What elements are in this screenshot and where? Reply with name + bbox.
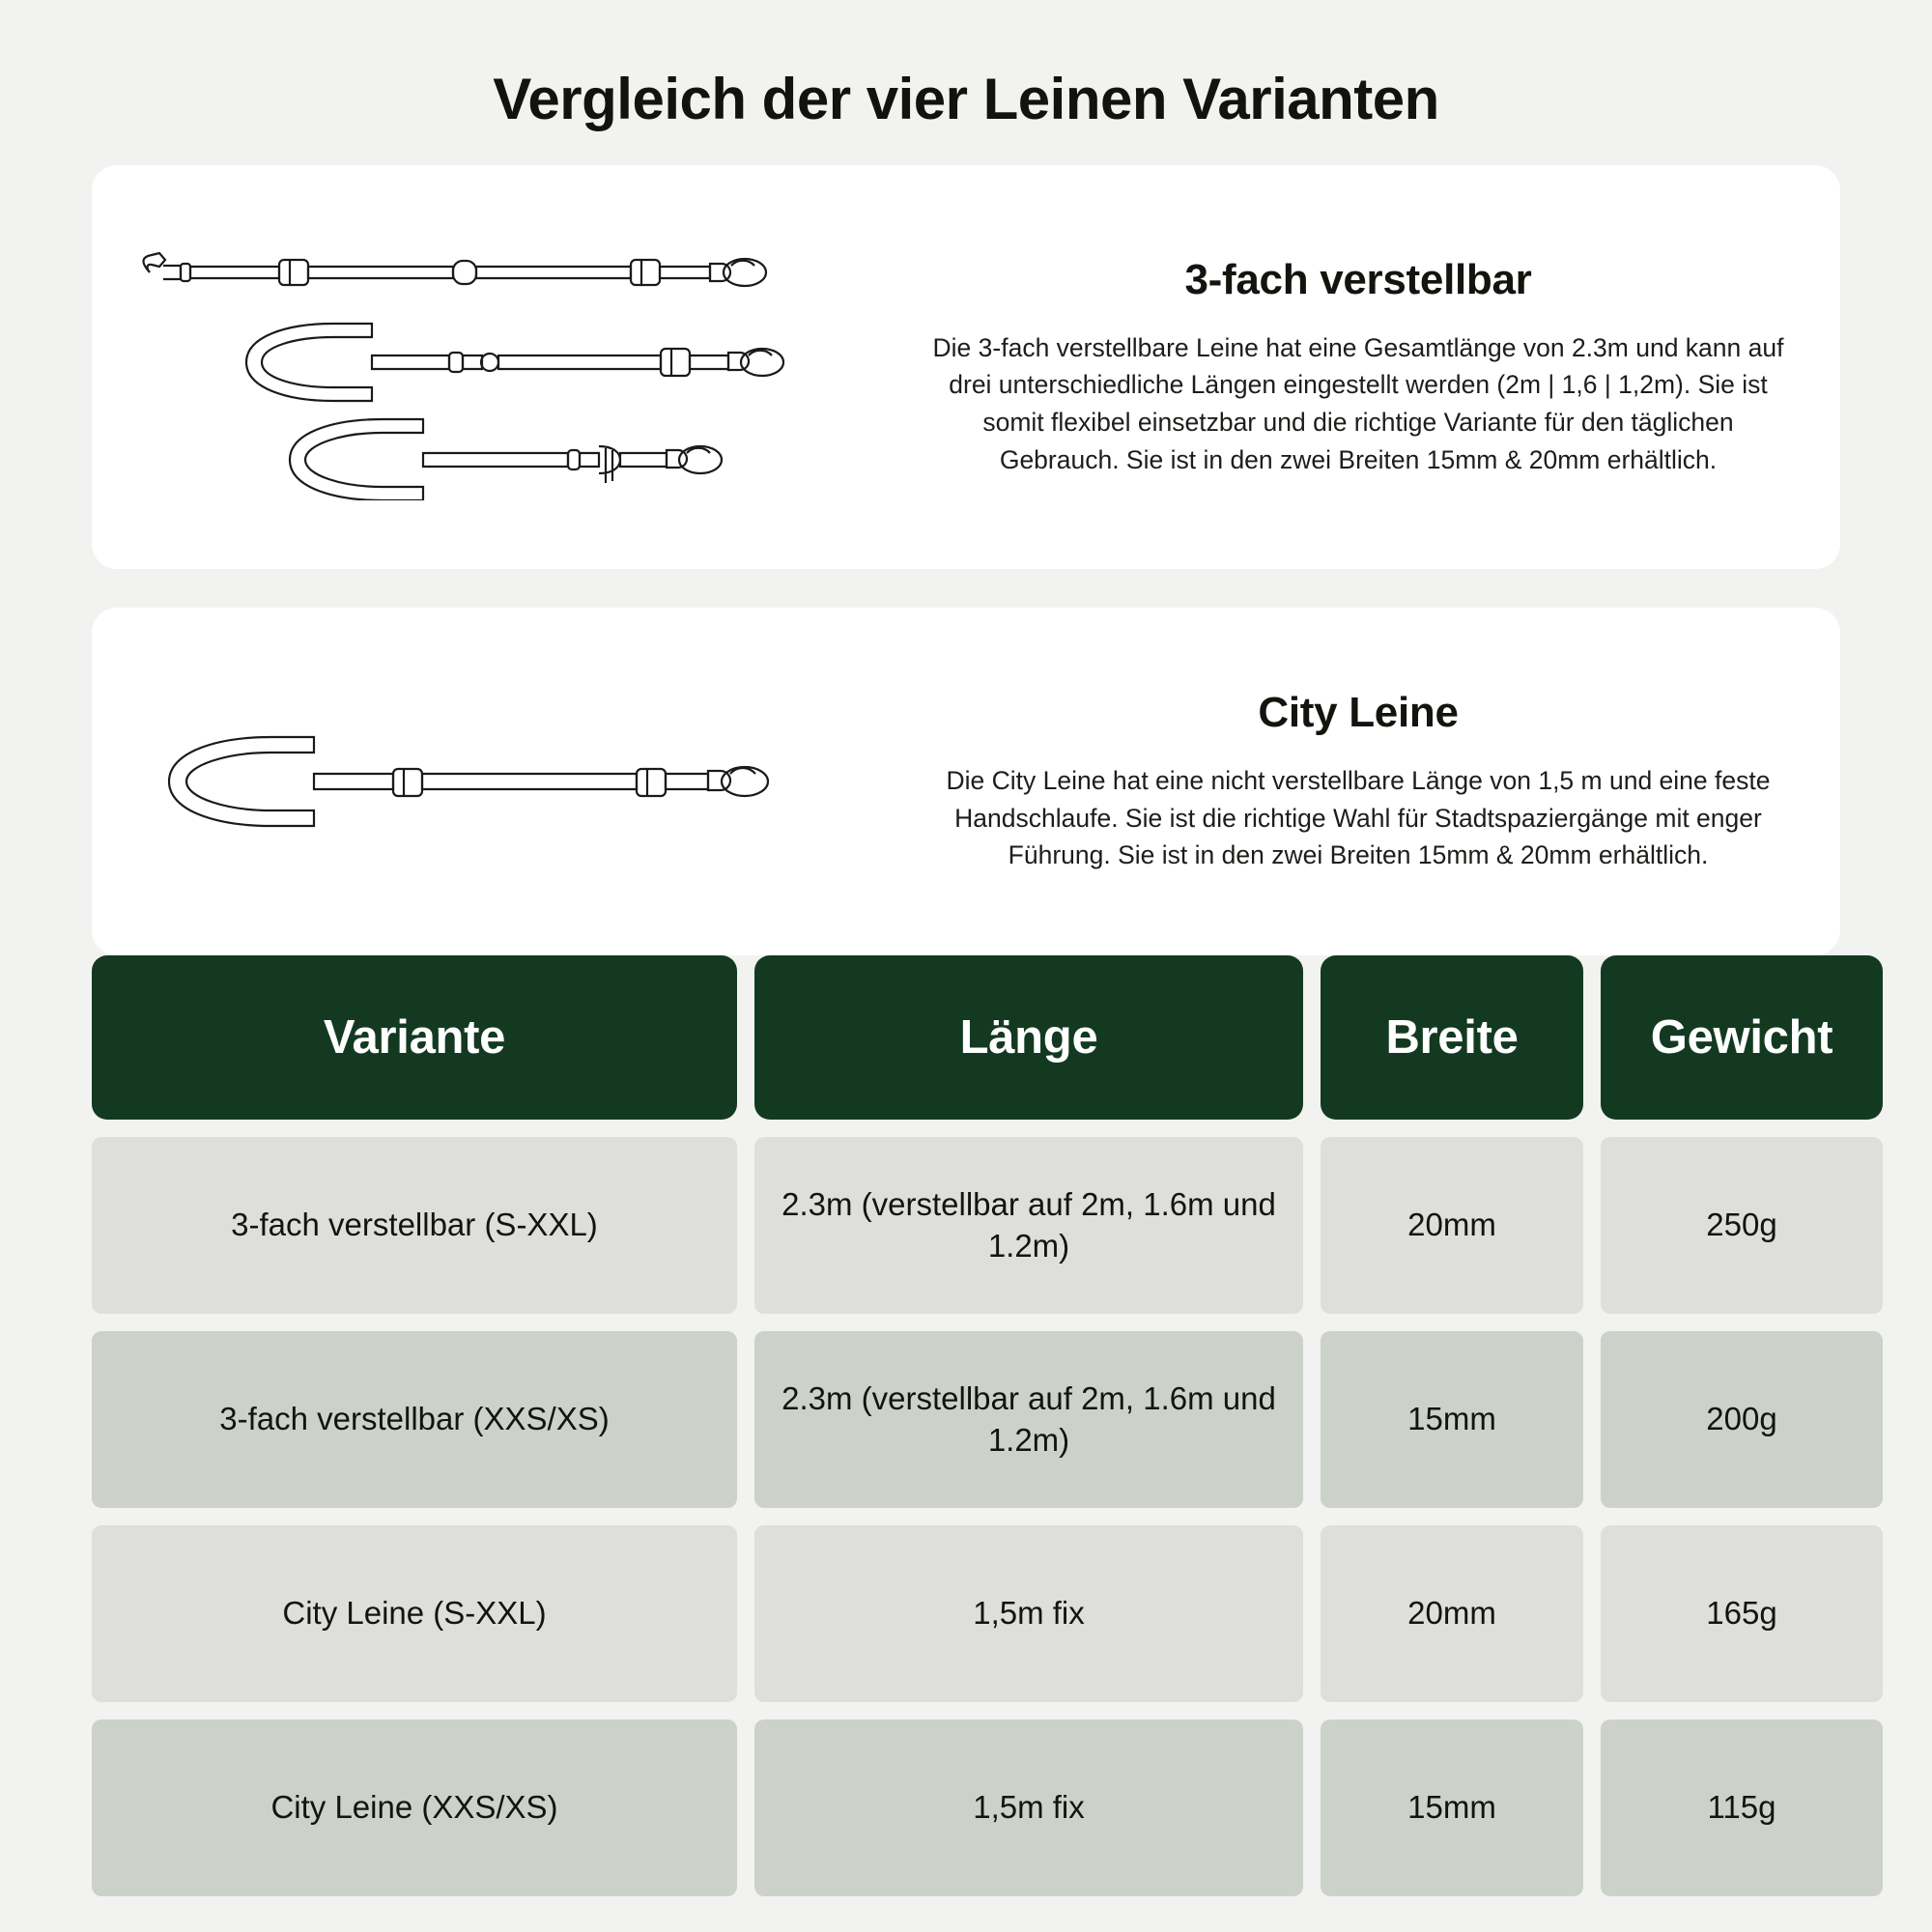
table-header-laenge: Länge [754,955,1303,1120]
table-row: 2.3m (verstellbar auf 2m, 1.6m und 1.2m) [754,1137,1303,1314]
table-row: 115g [1601,1719,1883,1896]
variant-card-city [92,608,1840,955]
variant-card-text-city [923,689,1802,874]
table-row: City Leine (S-XXL) [92,1525,737,1702]
table-row: 1,5m fix [754,1719,1303,1896]
table-row: 20mm [1321,1525,1583,1702]
leash-illustration-adjustable [130,234,923,500]
table-row: 15mm [1321,1719,1583,1896]
table-row: 200g [1601,1331,1883,1508]
table-row: 3-fach verstellbar (XXS/XS) [92,1331,737,1508]
card-body-adjustable: Die 3-fach verstellbare Leine hat eine Gesamtlänge von 2.3m und kann auf drei unterschiedliche Längen eingestellt werden (2m | 1,6 | 1,2m). Sie ist somit flexibel einsetzbar und die richtige Variante für den täglichen Gebrauch. Sie ist in den zwei Breiten 15mm & 20mm erhältlich. [932,332,1784,474]
card-heading-city: City Leine [1258,688,1459,736]
leash-diagram-straight [130,234,884,311]
card-body-city: Die City Leine hat eine nicht verstellbare Länge von 1,5 m und eine feste Handschlaufe. Sie ist die richtige Wahl für Stadtspaziergänge mit enger Führung. Sie ist in den zwei Breiten 15mm & 20mm erhältlich. [946,765,1771,870]
leash-diagram-short-loop [130,413,884,500]
table-header-variante: Variante [92,955,737,1120]
table-row: 20mm [1321,1137,1583,1314]
table-row: 250g [1601,1137,1883,1314]
variant-card-adjustable [92,165,1840,569]
table-row: 15mm [1321,1331,1583,1508]
page-title: Vergleich der vier Leinen Varianten [493,67,1439,131]
table-row: 3-fach verstellbar (S-XXL) [92,1137,737,1314]
card-heading-adjustable: 3-fach verstellbar [1184,255,1532,303]
table-header-gewicht: Gewicht [1601,955,1883,1120]
leash-illustration-city [130,728,923,835]
leash-diagram-handle-mid [130,319,884,406]
leash-diagram-city [130,728,884,835]
table-row: 165g [1601,1525,1883,1702]
table-row: 1,5m fix [754,1525,1303,1702]
variant-card-text-adjustable [923,256,1802,479]
table-header-breite: Breite [1321,955,1583,1120]
table-row: City Leine (XXS/XS) [92,1719,737,1896]
comparison-table [92,955,1840,1896]
table-row: 2.3m (verstellbar auf 2m, 1.6m und 1.2m) [754,1331,1303,1508]
